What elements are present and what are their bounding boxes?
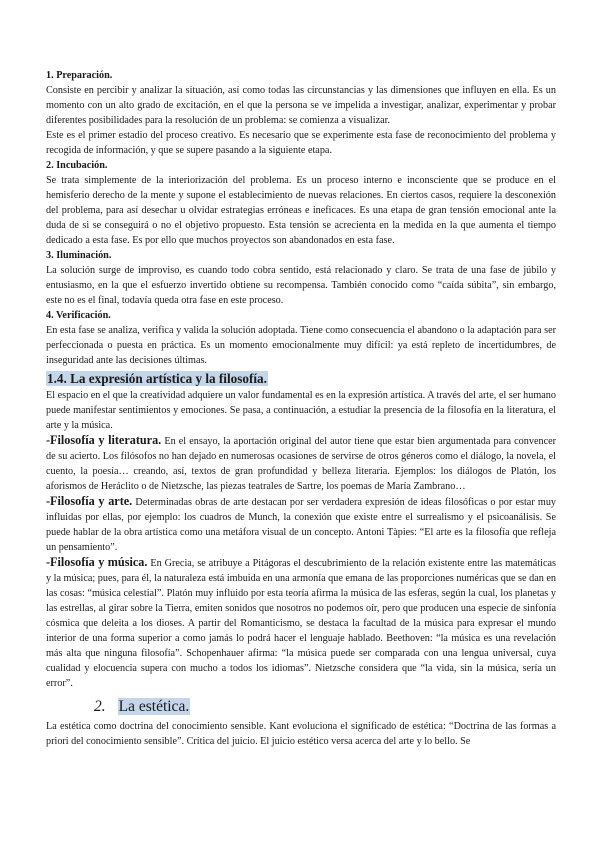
section-verificacion	[46, 308, 556, 368]
subheading-literatura: -Filosofía y literatura.	[46, 433, 162, 447]
paragraph: En esta fase se analiza, verifica y valida la solución adoptada. Tiene como consecuencia el abandono o la adaptación para ser perfeccionada o puesta en práctica. Es un momento emocionalmente muy difícil: ya está repleto de incertidumbres, de inseguridad ante las decisiones últimas.	[46, 325, 556, 366]
highlighted-heading-text: 1.4. La expresión artística y la filosofía.	[47, 371, 267, 386]
section-heading: 1. Preparación.	[46, 70, 113, 81]
section-number: 2.	[94, 698, 106, 715]
section-preparacion	[46, 68, 556, 158]
literatura-text: En el ensayo, la aportación original del autor tiene que estar bien argumentada para convencer de su acierto. Los filósofos no han dejado en numerosas ocasiones de servirse de otros géneros como el diálogo, la novela, el cuento, la poesía… creando, así, textos de gran profundidad y belleza literaria. Ejemplos: los diálogos de Platón, los aforismos de Heráclito o de Nietzsche, las piezas teatrales de Sartre, los poemas de María Zambrano…	[46, 436, 557, 492]
paragraph-literatura	[46, 433, 556, 494]
paragraph: Este es el primer estadio del proceso creativo. Es necesario que se experimente esta fase de reconocimiento del problema y recogida de información, y que se supere pasando a la siguiente etapa.	[46, 130, 556, 156]
section-iluminacion	[46, 248, 556, 308]
paragraph-intro: El espacio en el que la creatividad adquiere un valor fundamental es en la expresión artística. A través del arte, el ser humano puede manifestar sentimientos y emociones. Se pasa, a continuación, a estudiar la presencia de la filosofía en la literatura, el arte y la música.	[46, 390, 556, 431]
subheading-arte: -Filosofía y arte.	[46, 494, 133, 508]
highlighted-heading-text: La estética.	[118, 698, 190, 715]
paragraph-estetica: La estética como doctrina del conocimiento sensible. Kant evoluciona el significado de estética: “Doctrina de las formas a priori del conocimiento sensible”. Crítica del juicio. El juicio estético versa acerca del arte y lo bello. Se	[46, 721, 556, 747]
section-1-4-heading	[46, 369, 556, 388]
section-heading: 3. Iluminación.	[46, 250, 112, 261]
paragraph-arte	[46, 494, 556, 555]
document-page	[46, 68, 556, 749]
paragraph-musica	[46, 555, 556, 691]
subheading-musica: -Filosofía y música.	[46, 555, 148, 569]
musica-text: En Grecia, se atribuye a Pitágoras el descubrimiento de la relación existente entre las matemáticas y la música; pues, para él, la naturaleza está imbuida en una armonía que emana de las proporciones numéricas que se dan en las cosas: “música celestial”. Platón muy influido por esta teoría afirma la música de las esferas, según la cual, los planetas y las estrellas, al girar sobre la Tierra, emiten sonidos que nosotros no podemos oír, pero que producen una especie de sinfonía cósmica que deleita a los dioses. A partir del Romanticismo, se destaca la facultad de la música para expresar el mundo interior de una forma superior a como jamás lo podrá hacer el lenguaje hablado. Beethoven: “la música es una revelación más alta que ninguna filosofía”. Schopenhauer afirma: “la música puede ser comparada con una lengua universal, cuya cualidad y elocuencia supera con mucho a todos los idiomas”. Nietzsche considera que “la vida, sin la música, sería un error”.	[46, 558, 557, 689]
section-heading: 4. Verificación.	[46, 310, 111, 321]
paragraph: Consiste en percibir y analizar la situación, así como todas las circunstancias y las dimensiones que influyen en ella. Es un momento con un alto grado de excitación, en el que la persona se ve impelida a investigar, analizar, experimentar y probar diferentes posibilidades para la resolución de un problema: se comienza a visualizar.	[46, 85, 556, 126]
arte-text: Determinadas obras de arte destacan por ser verdadera expresión de ideas filosóficas o por estar muy influidas por ellas, por ejemplo: los cuadros de Munch, la conexión que existe entre el surrealismo y el psicoanálisis. Se puede hablar de la obra artística como una metáfora visual de un concepto. Antoni Tàpies: “El arte es la filosofía que refleja un pensamiento”.	[46, 497, 557, 553]
section-heading: 2. Incubación.	[46, 160, 108, 171]
paragraph: Se trata simplemente de la interiorización del problema. Es un proceso interno e inconsciente que se produce en el hemisferio derecho de la mente y supone el establecimiento de nuevas relaciones. En ciertos casos, requiere la desconexión del problema, para así desechar u olvidar estrategias erróneas e ineficaces. Es una etapa de gran tensión emocional ante la duda de si se conseguirá o no el objetivo propuesto. Esta tensión se acrecienta en la medida en la que aumenta el tiempo dedicado a esta fase. Es por ello que muchos proyectos son abandonados en esta fase.	[46, 175, 556, 246]
section-2-heading	[94, 696, 556, 718]
section-incubacion	[46, 158, 556, 248]
paragraph: La solución surge de improviso, es cuando todo cobra sentido, está relacionado y claro. Se trata de una fase de júbilo y entusiasmo, en la que el esfuerzo invertido obtiene su recompensa. También conocido como “caída súbita”, sin embargo, este no es el final, todavía queda otra fase en este proceso.	[46, 265, 556, 306]
